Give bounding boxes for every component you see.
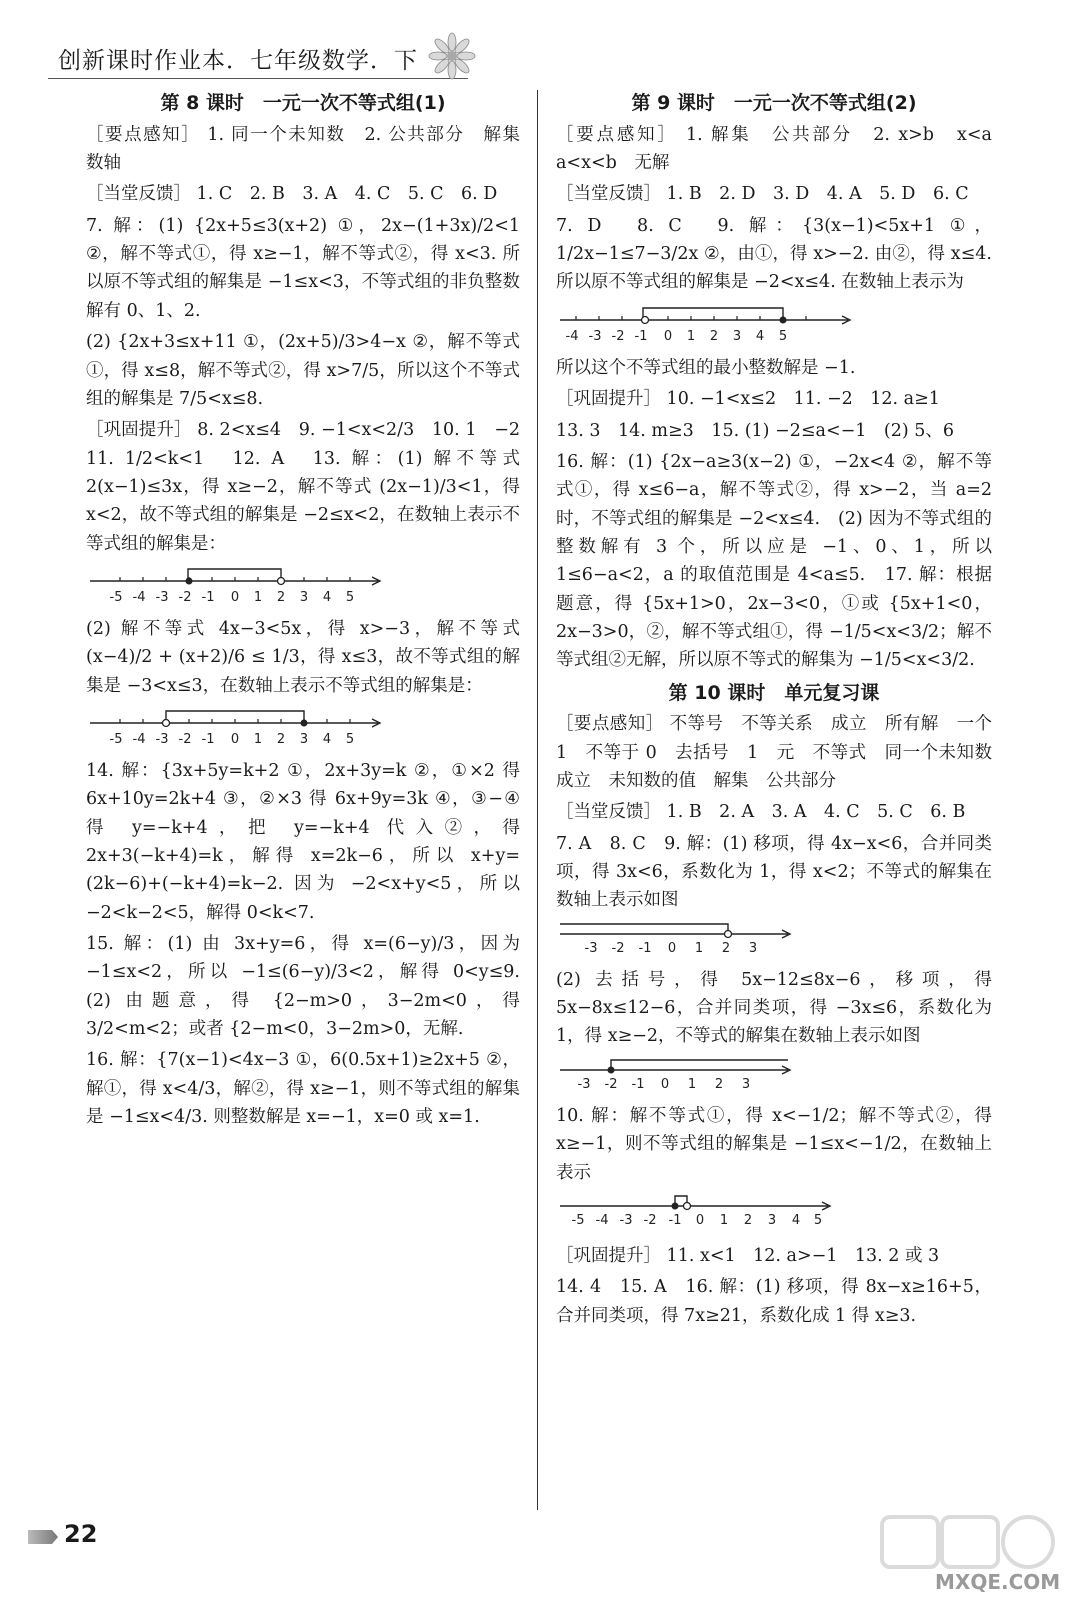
lesson-9-title: 第 9 课时 一元一次不等式组(2) bbox=[631, 92, 917, 114]
svg-text:-1: -1 bbox=[201, 589, 215, 605]
book-title: 创新课时作业本．七年级数学．下 bbox=[58, 48, 418, 74]
flower-icon bbox=[428, 32, 476, 80]
svg-text:0: 0 bbox=[230, 589, 240, 605]
l8-feedback: ［当堂反馈］ 1. C 2. B 3. A 4. C 5. C 6. D bbox=[86, 184, 498, 205]
l10-key-points: ［要点感知］ 不等号 不等关系 成立 所有解 一个 1 不等于 0 去括号 1 元 不等式 同一个未知数 成立 未知数的值 解集 公共部分 bbox=[556, 714, 1010, 792]
svg-text:1: 1 bbox=[253, 589, 263, 605]
svg-text:-3: -3 bbox=[584, 940, 598, 956]
svg-text:5: 5 bbox=[345, 589, 355, 605]
number-line-6 bbox=[556, 1190, 836, 1234]
svg-text:4: 4 bbox=[791, 1212, 801, 1228]
l8-q14: 14. 解：{3x+5y=k+2 ①，2x+3y=k ②，①×2 得 6x+10y=2k+4 ③，②×3 得 6x+9y=3k ④，③−④得 y=−k+4，把 y=−k+4 代入②，得 2x+3(−k+4)=k，解得 x=2k−6，所以 x+y=(2k−6)+(−k+4)=k−2. 因为 −2<x+y<5，所以 −2<k−2<5，解得 0<k<7. bbox=[86, 760, 520, 923]
svg-text:0: 0 bbox=[660, 1076, 670, 1092]
svg-text:3: 3 bbox=[741, 1076, 751, 1092]
l10-q9-part2: (2) 去括号，得 5x−12≤8x−6，移项，得 5x−8x≤12−6，合并同类项，得 −3x≤6，系数化为 1，得 x≥−2，不等式的解集在数轴上表示如图 bbox=[556, 969, 992, 1047]
arrow-icon bbox=[28, 1530, 58, 1544]
l8-q13-part2: (2) 解不等式 4x−3<5x，得 x>−3，解不等式 (x−4)/2 + (x+2)/6 ≤ 1/3，得 x≤3，故不等式组的解集是 −3<x≤3，在数轴上表示不等式组的解集是： bbox=[86, 618, 520, 696]
l8-q15: 15. 解：(1) 由 3x+y=6，得 x=(6−y)/3，因为 −1≤x<2，所以 −1≤(6−y)/3<2，解得 0<y≤9. (2) 由题意，得 {2−m>0，3−2m<0，得 3/2<m<2；或者 {2−m<0，3−2m>0，无解. bbox=[86, 934, 538, 1040]
l9-min-integer: 所以这个不等式组的最小整数解是 −1. bbox=[556, 357, 856, 378]
svg-text:-1: -1 bbox=[631, 1076, 645, 1092]
number-line-1 bbox=[86, 561, 386, 607]
svg-text:1: 1 bbox=[687, 1076, 697, 1092]
l9-consolidation: ［巩固提升］ 10. −1<x≤2 11. −2 12. a≥1 bbox=[556, 389, 940, 410]
l9-key-points: ［要点感知］ 1. 解集 公共部分 2. x>b x<a a<x<b 无解 bbox=[556, 124, 1010, 174]
l9-feedback: ［当堂反馈］ 1. B 2. D 3. D 4. A 5. D 6. C bbox=[556, 184, 969, 205]
svg-text:5: 5 bbox=[813, 1212, 823, 1228]
svg-text:-3: -3 bbox=[619, 1212, 633, 1228]
svg-text:-3: -3 bbox=[577, 1076, 591, 1092]
svg-text:5: 5 bbox=[345, 731, 355, 747]
l10-feedback: ［当堂反馈］ 1. B 2. A 3. A 4. C 5. C 6. B bbox=[556, 802, 966, 823]
svg-text:-4: -4 bbox=[132, 589, 146, 605]
svg-text:-3: -3 bbox=[588, 328, 602, 344]
svg-text:1: 1 bbox=[694, 940, 704, 956]
watermark-text: MXQE.COM bbox=[935, 1570, 1061, 1594]
l10-q7-9: 7. A 8. C 9. 解：(1) 移项，得 4x−x<6，合并同类项，得 3x<6，系数化为 1，得 x<2；不等式的解集在数轴上表示如图 bbox=[556, 833, 992, 911]
l10-q10: 10. 解：解不等式①，得 x<−1/2；解不等式②，得 x≥−1，则不等式组的解集是 −1≤x<−1/2，在数轴上表示 bbox=[556, 1105, 992, 1183]
l8-q16: 16. 解：{7(x−1)<4x−3 ①，6(0.5x+1)≥2x+5 ②，解①，得 x<4/3，解②，得 x≥−1，则不等式组的解集是 −1≤x<4/3. 则整数解是 x=−1，x=0 或 x=1. bbox=[86, 1050, 520, 1128]
svg-text:4: 4 bbox=[322, 731, 332, 747]
svg-text:0: 0 bbox=[695, 1212, 705, 1228]
svg-text:-4: -4 bbox=[132, 731, 146, 747]
svg-text:2: 2 bbox=[276, 589, 286, 605]
page-header bbox=[48, 40, 468, 79]
svg-text:1: 1 bbox=[686, 328, 696, 344]
number-line-5 bbox=[556, 1054, 796, 1094]
number-line-3 bbox=[556, 300, 856, 346]
svg-text:0: 0 bbox=[230, 731, 240, 747]
lesson-10-title: 第 10 课时 单元复习课 bbox=[668, 681, 880, 704]
svg-text:0: 0 bbox=[667, 940, 677, 956]
svg-text:2: 2 bbox=[714, 1076, 724, 1092]
svg-text:2: 2 bbox=[276, 731, 286, 747]
svg-text:-2: -2 bbox=[178, 589, 192, 605]
right-column bbox=[556, 88, 1010, 1333]
l10-q14-16: 14. 4 15. A 16. 解：(1) 移项，得 8x−x≥16+5，合并同类项，得 7x≥21，系数化成 1 得 x≥3. bbox=[556, 1277, 992, 1326]
svg-text:2: 2 bbox=[743, 1212, 753, 1228]
l10-consolidation: ［巩固提升］ 11. x<1 12. a>−1 13. 2 或 3 bbox=[556, 1245, 940, 1266]
svg-text:-1: -1 bbox=[201, 731, 215, 747]
svg-text:2: 2 bbox=[709, 328, 719, 344]
svg-text:-2: -2 bbox=[611, 328, 625, 344]
l9-q16-17: 16. 解：(1) {2x−a≥3(x−2) ①，−2x<4 ②，解不等式①，得 x≤6−a，解不等式②，得 x>−2，当 a=2 时，不等式组的解集是 −2<x≤4. (2) 因为不等式组的整数解有 3 个，所以应是 −1、0、1，所以 1≤6−a<2，a 的取值范围是 4<a≤5. 17. 解：根据题意，得 {5x+1>0，2x−3<0，①或 {5x+1<0，2x−3>0，②，解不等式组①，得 −1/5<x<3/2；解不等式组②无解，所以原不等式的解集为 −1/5<x<3/2. bbox=[556, 451, 992, 671]
l9-q7-9: 7. D 8. C 9. 解：{3(x−1)<5x+1 ①，1/2x−1≤7−3/2x ②，由①，得 x>−2. 由②，得 x≤4. 所以原不等式组的解集是 −2<x≤4. 在数轴上表示为 bbox=[556, 215, 992, 293]
svg-text:3: 3 bbox=[299, 589, 309, 605]
svg-text:1: 1 bbox=[719, 1212, 729, 1228]
svg-text:-2: -2 bbox=[643, 1212, 657, 1228]
page-number: 22 bbox=[64, 1520, 98, 1548]
left-column bbox=[86, 88, 538, 1134]
svg-text:0: 0 bbox=[663, 328, 673, 344]
svg-text:4: 4 bbox=[322, 589, 332, 605]
svg-text:5: 5 bbox=[778, 328, 788, 344]
svg-text:3: 3 bbox=[299, 731, 309, 747]
svg-text:-5: -5 bbox=[109, 731, 123, 747]
l8-q7-part1: 7. 解：(1) {2x+5≤3(x+2) ①，2x−(1+3x)/2<1 ②，解不等式①，得 x≥−1，解不等式②，得 x<3. 所以原不等式组的解集是 −1≤x<3，不等式组的非负整数解有 0、1、2. bbox=[86, 215, 520, 321]
svg-text:4: 4 bbox=[755, 328, 765, 344]
number-line-2 bbox=[86, 703, 386, 749]
svg-text:-2: -2 bbox=[604, 1076, 618, 1092]
lesson-8-title: 第 8 课时 一元一次不等式组(1) bbox=[160, 92, 446, 114]
l9-q13-15: 13. 3 14. m≥3 15. (1) −2≤a<−1 (2) 5、6 bbox=[556, 420, 955, 441]
svg-text:2: 2 bbox=[721, 940, 731, 956]
svg-text:3: 3 bbox=[767, 1212, 777, 1228]
svg-text:-5: -5 bbox=[571, 1212, 585, 1228]
svg-text:-5: -5 bbox=[109, 589, 123, 605]
column-divider bbox=[537, 90, 538, 1510]
svg-text:-3: -3 bbox=[155, 731, 169, 747]
svg-text:1: 1 bbox=[253, 731, 263, 747]
svg-text:-1: -1 bbox=[638, 940, 652, 956]
svg-text:-2: -2 bbox=[611, 940, 625, 956]
number-line-4 bbox=[556, 918, 796, 958]
svg-text:-2: -2 bbox=[178, 731, 192, 747]
svg-text:-1: -1 bbox=[668, 1212, 682, 1228]
svg-text:-4: -4 bbox=[595, 1212, 609, 1228]
l8-consolidation: ［巩固提升］ 8. 2<x≤4 9. −1<x<2/3 10. 1 −2 11. 1/2<k<1 12. A 13. 解：(1) 解不等式 2(x−1)≤3x，得 x≥−2，解不等式 (2x−1)/3<1，得 x<2，故不等式组的解集是 −2≤x<2，在数轴上表示不等式组的解集是： bbox=[86, 420, 538, 554]
l8-key-points: ［要点感知］ 1. 同一个未知数 2. 公共部分 解集 数轴 bbox=[86, 124, 538, 174]
l8-q7-part2: (2) {2x+3≤x+11 ①，(2x+5)/3>4−x ②，解不等式①，得 x≤8，解不等式②，得 x>7/5，所以这个不等式组的解集是 7/5<x≤8. bbox=[86, 332, 520, 409]
svg-text:-4: -4 bbox=[565, 328, 579, 344]
svg-text:3: 3 bbox=[732, 328, 742, 344]
svg-text:-1: -1 bbox=[634, 328, 648, 344]
svg-text:-3: -3 bbox=[155, 589, 169, 605]
svg-text:3: 3 bbox=[748, 940, 758, 956]
